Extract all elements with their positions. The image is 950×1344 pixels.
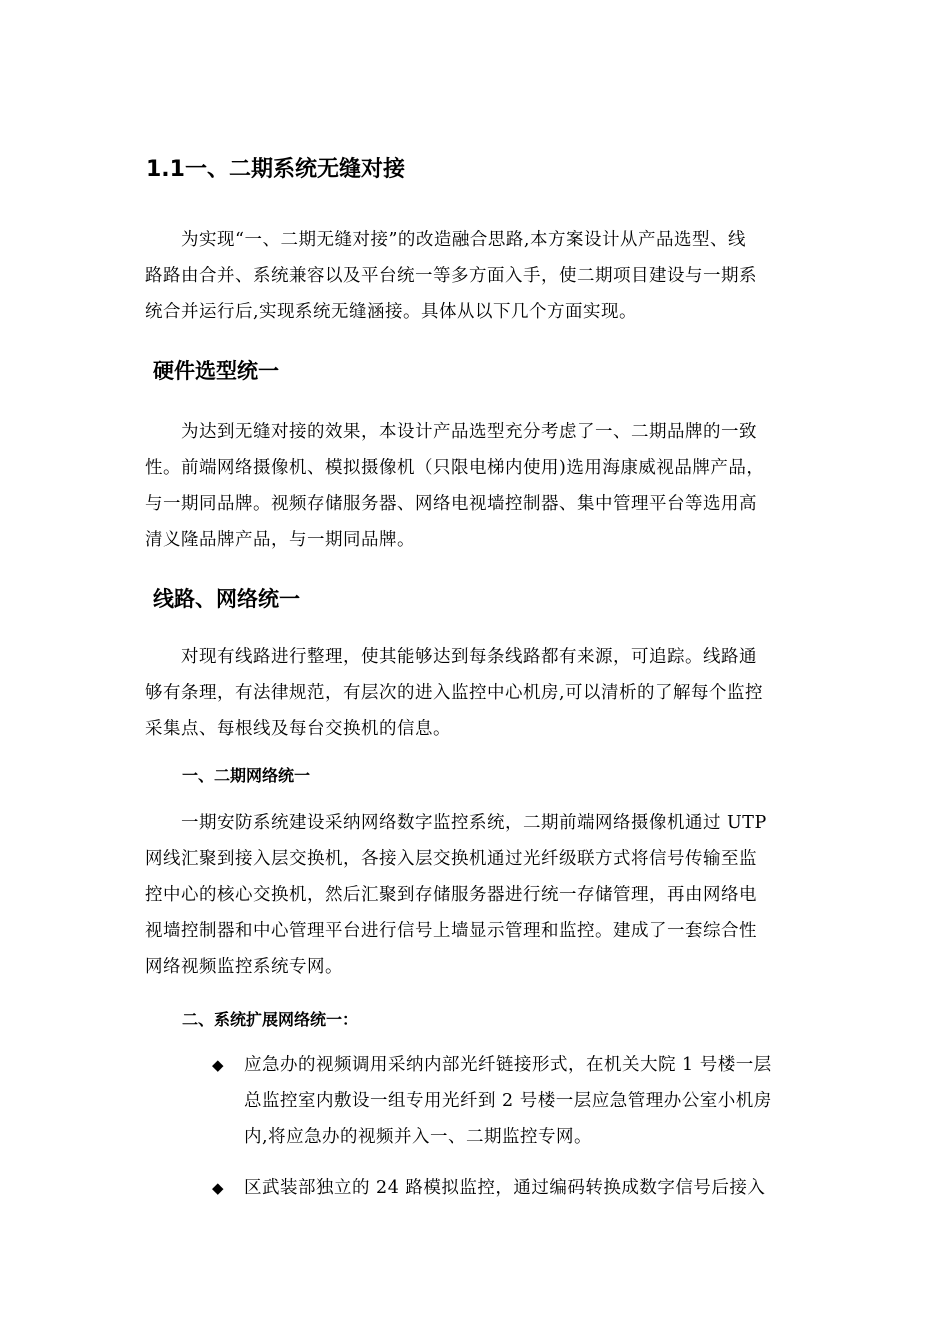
network-heading: 线路、网络统一 (153, 587, 300, 611)
paragraph-line: 与一期同品牌。视频存储服务器、网络电视墙控制器、集中管理平台等选用高 (145, 494, 757, 514)
paragraph-line: 对现有线路进行整理，使其能够达到每条线路都有来源，可追踪。线路通 (181, 647, 757, 667)
paragraph-line: 性。前端网络摄像机、模拟摄像机（只限电梯内使用)选用海康威视品牌产品， (145, 458, 765, 478)
paragraph-line: 为实现“一、二期无缝对接”的改造融合思路,本方案设计从产品选型、线 (181, 230, 746, 250)
network-paragraph (145, 639, 807, 747)
paragraph-line: 够有条理，有法律规范，有层次的进入监控中心机房,可以清析的了解每个监控 (145, 683, 764, 703)
sub1-heading: 一、二期网络统一 (182, 766, 311, 785)
sub1-paragraph (145, 805, 807, 985)
paragraph-line: 网络视频监控系统专网。 (145, 957, 343, 977)
paragraph-line: 统合并运行后,实现系统无缝涵接。具体从以下几个方面实现。 (145, 302, 638, 322)
paragraph-line: 一期安防系统建设采纳网络数字监控系统，二期前端网络摄像机通过 UTP (181, 813, 767, 833)
sub2-heading: 二、系统扩展网络统一： (182, 1010, 359, 1029)
paragraph-line: 路路由合并、系统兼容以及平台统一等多方面入手，使二期项目建设与一期系 (145, 266, 757, 286)
intro-paragraph (145, 222, 807, 330)
hardware-paragraph (145, 414, 807, 558)
paragraph-line: 控中心的核心交换机，然后汇聚到存储服务器进行统一存储管理，再由网络电 (145, 885, 757, 905)
bullet-line: 应急办的视频调用采纳内部光纤链接形式，在机关大院 1 号楼一层 (244, 1055, 772, 1075)
diamond-bullet-icon: ◆ (212, 1179, 224, 1197)
diamond-bullet-icon: ◆ (212, 1056, 224, 1074)
paragraph-line: 视墙控制器和中心管理平台进行信号上墙显示管理和监控。建成了一套综合性 (145, 921, 757, 941)
section-title: 1.1一、二期系统无缝对接 (146, 157, 405, 182)
paragraph-line: 清义隆品牌产品，与一期同品牌。 (145, 530, 415, 550)
bullet-text (244, 1047, 814, 1155)
paragraph-line: 为达到无缝对接的效果，本设计产品选型充分考虑了一、二期品牌的一致 (181, 422, 757, 442)
bullet-line: 总监控室内敷设一组专用光纤到 2 号楼一层应急管理办公室小机房 (244, 1091, 772, 1111)
bullet-line: 内,将应急办的视频并入一、二期监控专网。 (244, 1127, 593, 1147)
hardware-heading: 硬件选型统一 (153, 359, 279, 383)
bullet-text (244, 1170, 814, 1206)
paragraph-line: 网线汇聚到接入层交换机，各接入层交换机通过光纤级联方式将信号传输至监 (145, 849, 757, 869)
paragraph-line: 采集点、每根线及每台交换机的信息。 (145, 719, 451, 739)
bullet-line: 区武装部独立的 24 路模拟监控，通过编码转换成数字信号后接入 (244, 1178, 766, 1198)
